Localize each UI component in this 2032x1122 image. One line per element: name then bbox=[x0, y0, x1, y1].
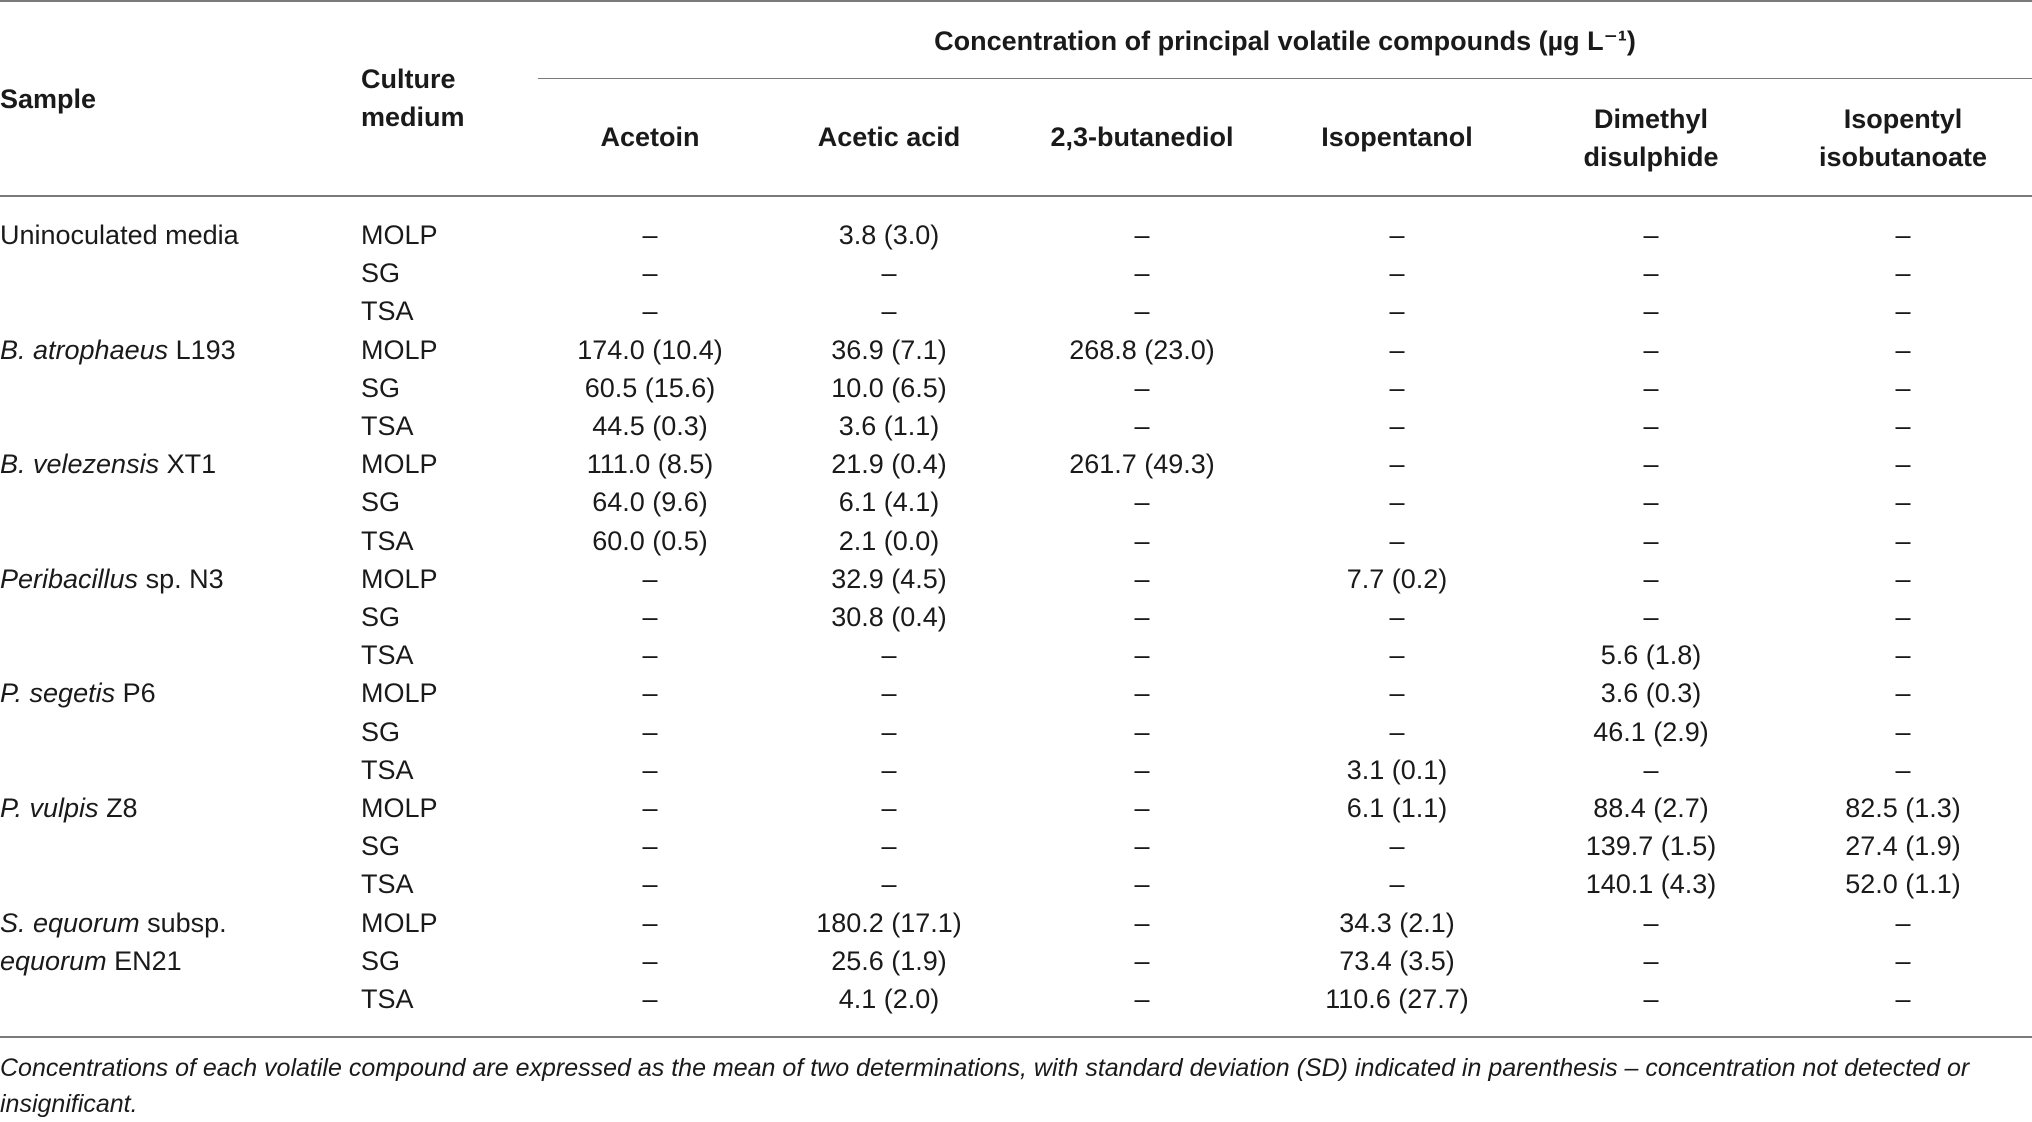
value-cell: – bbox=[1895, 372, 1911, 403]
sample-label: Peribacillus sp. N3 bbox=[0, 563, 224, 594]
culture-medium-cell: TSA bbox=[361, 525, 414, 556]
culture-medium-cell: TSA bbox=[361, 984, 414, 1014]
value-cell: – bbox=[1643, 487, 1659, 518]
value-cell: – bbox=[1134, 258, 1150, 289]
value-cell: – bbox=[881, 258, 897, 289]
value-cell: – bbox=[1389, 716, 1405, 747]
value-cell: – bbox=[1643, 258, 1659, 289]
value-cell: – bbox=[1389, 258, 1405, 289]
value-cell: – bbox=[1895, 563, 1911, 594]
value-cell: – bbox=[881, 831, 897, 862]
value-cell: 88.4 (2.7) bbox=[1593, 793, 1709, 823]
culture-medium-cell: MOLP bbox=[361, 449, 438, 480]
value-cell: – bbox=[642, 754, 658, 785]
culture-medium-cell: MOLP bbox=[361, 563, 438, 594]
value-cell: – bbox=[1134, 487, 1150, 518]
table-footnote: Concentrations of each volatile compound are expressed as the mean of two determinations, with standard deviation (SD) indicated in parenthesis – concentration not detected or insignificant. bbox=[0, 1054, 1970, 1118]
value-cell: – bbox=[642, 258, 658, 289]
value-cell: – bbox=[1895, 525, 1911, 556]
header-rule bbox=[0, 195, 2032, 197]
top-rule bbox=[0, 0, 2032, 2]
value-cell: – bbox=[1389, 678, 1405, 709]
value-cell: – bbox=[1643, 602, 1659, 632]
culture-medium-cell: SG bbox=[361, 487, 401, 518]
value-cell: – bbox=[1643, 907, 1659, 938]
value-cell: – bbox=[1643, 334, 1659, 365]
value-cell: – bbox=[642, 640, 658, 671]
value-cell: – bbox=[1895, 296, 1911, 327]
bottom-rule bbox=[0, 1036, 2032, 1038]
value-cell: – bbox=[1643, 411, 1659, 441]
value-cell: – bbox=[1134, 907, 1150, 938]
value-cell: 36.9 (7.1) bbox=[831, 334, 947, 365]
value-cell: 3.6 (1.1) bbox=[838, 411, 940, 441]
medium-header-line1: Culture bbox=[361, 64, 456, 94]
value-cell: – bbox=[642, 831, 658, 862]
value-cell: – bbox=[1134, 563, 1150, 594]
value-cell: 73.4 (3.5) bbox=[1339, 945, 1455, 976]
culture-medium-cell: MOLP bbox=[361, 334, 438, 365]
compound-header-6-line2: isobutanoate bbox=[1818, 142, 1988, 172]
value-cell: – bbox=[1389, 602, 1405, 632]
value-cell: – bbox=[1134, 296, 1150, 327]
value-cell: – bbox=[1643, 220, 1659, 250]
value-cell: – bbox=[1895, 449, 1911, 480]
value-cell: – bbox=[1134, 220, 1150, 250]
value-cell: – bbox=[1134, 716, 1150, 747]
medium-header-line2: medium bbox=[361, 102, 465, 132]
value-cell: 46.1 (2.9) bbox=[1593, 716, 1709, 747]
value-cell: 10.0 (6.5) bbox=[831, 372, 947, 403]
value-cell: – bbox=[1134, 754, 1150, 785]
culture-medium-cell: TSA bbox=[361, 640, 414, 671]
culture-medium-cell: TSA bbox=[361, 754, 414, 785]
sample-label: B. atrophaeus L193 bbox=[0, 334, 236, 365]
value-cell: – bbox=[1643, 563, 1659, 594]
value-cell: – bbox=[1895, 754, 1911, 785]
value-cell: – bbox=[881, 793, 897, 823]
value-cell: – bbox=[1895, 984, 1911, 1014]
sample-label: P. segetis P6 bbox=[0, 678, 156, 709]
value-cell: – bbox=[1389, 525, 1405, 556]
value-cell: – bbox=[1134, 640, 1150, 671]
value-cell: 60.5 (15.6) bbox=[584, 372, 716, 403]
value-cell: – bbox=[1895, 411, 1911, 441]
value-cell: – bbox=[1134, 411, 1150, 441]
value-cell: 30.8 (0.4) bbox=[831, 602, 947, 632]
value-cell: 44.5 (0.3) bbox=[592, 411, 708, 441]
value-cell: – bbox=[1895, 334, 1911, 365]
value-cell: – bbox=[642, 296, 658, 327]
compound-header-6: Isopentyl bbox=[1843, 104, 1963, 134]
value-cell: – bbox=[1389, 372, 1405, 403]
value-cell: – bbox=[1134, 984, 1150, 1014]
culture-medium-cell: SG bbox=[361, 716, 401, 747]
culture-medium-cell: TSA bbox=[361, 296, 414, 327]
value-cell: – bbox=[642, 678, 658, 709]
value-cell: 140.1 (4.3) bbox=[1585, 869, 1717, 900]
value-cell: – bbox=[1134, 678, 1150, 709]
value-cell: 5.6 (1.8) bbox=[1600, 640, 1702, 671]
compound-header-4: Isopentanol bbox=[1321, 122, 1473, 152]
value-cell: – bbox=[1895, 640, 1911, 671]
value-cell: – bbox=[642, 220, 658, 250]
value-cell: 261.7 (49.3) bbox=[1069, 449, 1215, 480]
value-cell: – bbox=[881, 640, 897, 671]
value-cell: – bbox=[1134, 831, 1150, 862]
value-cell: – bbox=[642, 869, 658, 900]
value-cell: 82.5 (1.3) bbox=[1845, 793, 1961, 823]
value-cell: 111.0 (8.5) bbox=[586, 449, 714, 480]
compound-header-2: Acetic acid bbox=[817, 122, 961, 152]
value-cell: 180.2 (17.1) bbox=[816, 907, 962, 938]
value-cell: – bbox=[642, 602, 658, 632]
value-cell: – bbox=[881, 869, 897, 900]
value-cell: 60.0 (0.5) bbox=[592, 525, 708, 556]
value-cell: – bbox=[1389, 334, 1405, 365]
culture-medium-cell: SG bbox=[361, 945, 401, 976]
sample-label: S. equorum subsp. bbox=[0, 907, 227, 938]
value-cell: – bbox=[1389, 487, 1405, 518]
value-cell: – bbox=[1389, 449, 1405, 480]
value-cell: 4.1 (2.0) bbox=[838, 984, 940, 1014]
compound-header-5: Dimethyl bbox=[1593, 104, 1709, 134]
culture-medium-cell: MOLP bbox=[361, 907, 438, 938]
value-cell: 3.6 (0.3) bbox=[1600, 678, 1702, 709]
culture-medium-cell: SG bbox=[361, 258, 401, 289]
value-cell: – bbox=[1134, 602, 1150, 632]
value-cell: – bbox=[1134, 945, 1150, 976]
value-cell: – bbox=[1389, 220, 1405, 250]
value-cell: – bbox=[642, 563, 658, 594]
value-cell: 3.8 (3.0) bbox=[838, 220, 940, 250]
value-cell: – bbox=[1389, 296, 1405, 327]
value-cell: – bbox=[1134, 372, 1150, 403]
value-cell: 52.0 (1.1) bbox=[1845, 869, 1961, 900]
culture-medium-cell: MOLP bbox=[361, 678, 438, 709]
value-cell: – bbox=[1643, 754, 1659, 785]
sample-header: Sample bbox=[0, 84, 97, 114]
value-cell: 6.1 (1.1) bbox=[1346, 793, 1448, 823]
culture-medium-cell: MOLP bbox=[361, 220, 438, 250]
value-cell: 25.6 (1.9) bbox=[831, 945, 947, 976]
group-header-rule bbox=[538, 78, 2032, 79]
value-cell: 3.1 (0.1) bbox=[1346, 754, 1448, 785]
value-cell: – bbox=[1643, 449, 1659, 480]
value-cell: – bbox=[1643, 945, 1659, 976]
value-cell: – bbox=[1895, 678, 1911, 709]
value-cell: – bbox=[881, 754, 897, 785]
value-cell: – bbox=[1895, 907, 1911, 938]
value-cell: – bbox=[1895, 258, 1911, 289]
value-cell: – bbox=[1134, 525, 1150, 556]
value-cell: 34.3 (2.1) bbox=[1339, 907, 1455, 938]
value-cell: – bbox=[881, 296, 897, 327]
value-cell: – bbox=[1895, 716, 1911, 747]
value-cell: – bbox=[1134, 869, 1150, 900]
culture-medium-cell: SG bbox=[361, 372, 401, 403]
value-cell: – bbox=[642, 984, 658, 1014]
value-cell: – bbox=[642, 716, 658, 747]
value-cell: 174.0 (10.4) bbox=[577, 334, 723, 365]
sample-label: B. velezensis XT1 bbox=[0, 449, 217, 480]
value-cell: – bbox=[1389, 869, 1405, 900]
value-cell: – bbox=[642, 945, 658, 976]
value-cell: 110.6 (27.7) bbox=[1325, 984, 1469, 1014]
value-cell: – bbox=[1643, 296, 1659, 327]
value-cell: – bbox=[1389, 640, 1405, 671]
value-cell: 21.9 (0.4) bbox=[831, 449, 947, 480]
value-cell: – bbox=[1134, 793, 1150, 823]
culture-medium-cell: TSA bbox=[361, 411, 414, 441]
group-header-title: Concentration of principal volatile compounds (µg L⁻¹) bbox=[934, 26, 1636, 56]
value-cell: – bbox=[1895, 220, 1911, 250]
sample-label: P. vulpis Z8 bbox=[0, 793, 138, 823]
culture-medium-cell: MOLP bbox=[361, 793, 438, 823]
culture-medium-cell: SG bbox=[361, 831, 401, 862]
value-cell: 27.4 (1.9) bbox=[1845, 831, 1961, 862]
value-cell: – bbox=[1643, 525, 1659, 556]
value-cell: 268.8 (23.0) bbox=[1069, 334, 1215, 365]
culture-medium-cell: TSA bbox=[361, 869, 414, 900]
value-cell: 7.7 (0.2) bbox=[1346, 563, 1448, 594]
value-cell: – bbox=[1643, 984, 1659, 1014]
value-cell: – bbox=[881, 678, 897, 709]
value-cell: – bbox=[1389, 411, 1405, 441]
value-cell: – bbox=[1895, 602, 1911, 632]
compound-header-1: Acetoin bbox=[600, 122, 700, 152]
value-cell: 64.0 (9.6) bbox=[592, 487, 708, 518]
value-cell: – bbox=[1895, 945, 1911, 976]
value-cell: 139.7 (1.5) bbox=[1585, 831, 1717, 862]
value-cell: – bbox=[1895, 487, 1911, 518]
value-cell: – bbox=[1389, 831, 1405, 862]
value-cell: – bbox=[1643, 372, 1659, 403]
sample-label-line2: equorum EN21 bbox=[0, 945, 182, 976]
value-cell: 6.1 (4.1) bbox=[838, 487, 940, 518]
value-cell: 2.1 (0.0) bbox=[838, 525, 940, 556]
sample-label: Uninoculated media bbox=[0, 220, 239, 250]
value-cell: – bbox=[881, 716, 897, 747]
value-cell: – bbox=[642, 907, 658, 938]
culture-medium-cell: SG bbox=[361, 602, 401, 632]
value-cell: 32.9 (4.5) bbox=[831, 563, 947, 594]
value-cell: – bbox=[642, 793, 658, 823]
compound-header-5-line2: disulphide bbox=[1583, 142, 1719, 172]
compound-header-3: 2,3-butanediol bbox=[1050, 122, 1234, 152]
